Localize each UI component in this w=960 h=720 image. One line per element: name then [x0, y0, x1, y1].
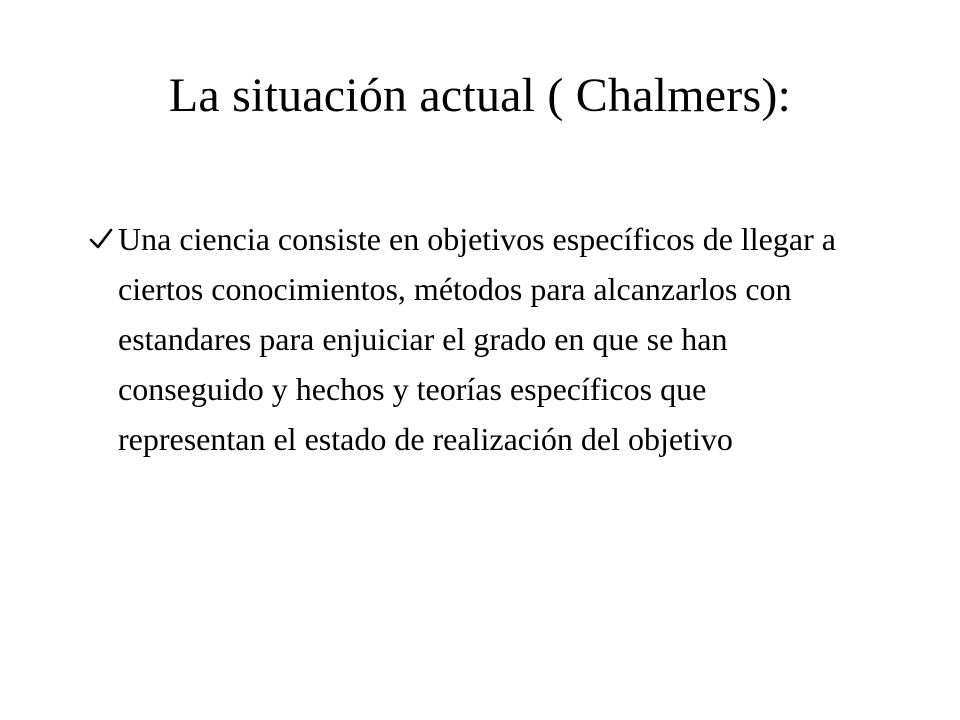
bullet-list: [88, 214, 848, 464]
bullet-text: Una ciencia consiste en objetivos específicos de llegar a ciertos conocimientos, métodos para alcanzarlos con estandares para enjuiciar el grado en que se han conseguido y hechos y teorías específicos que representan el estado de realización del objetivo: [118, 221, 836, 457]
bullet-item: [88, 214, 848, 464]
slide-title: La situación actual ( Chalmers):: [168, 69, 792, 122]
checkmark-icon: [88, 226, 114, 252]
